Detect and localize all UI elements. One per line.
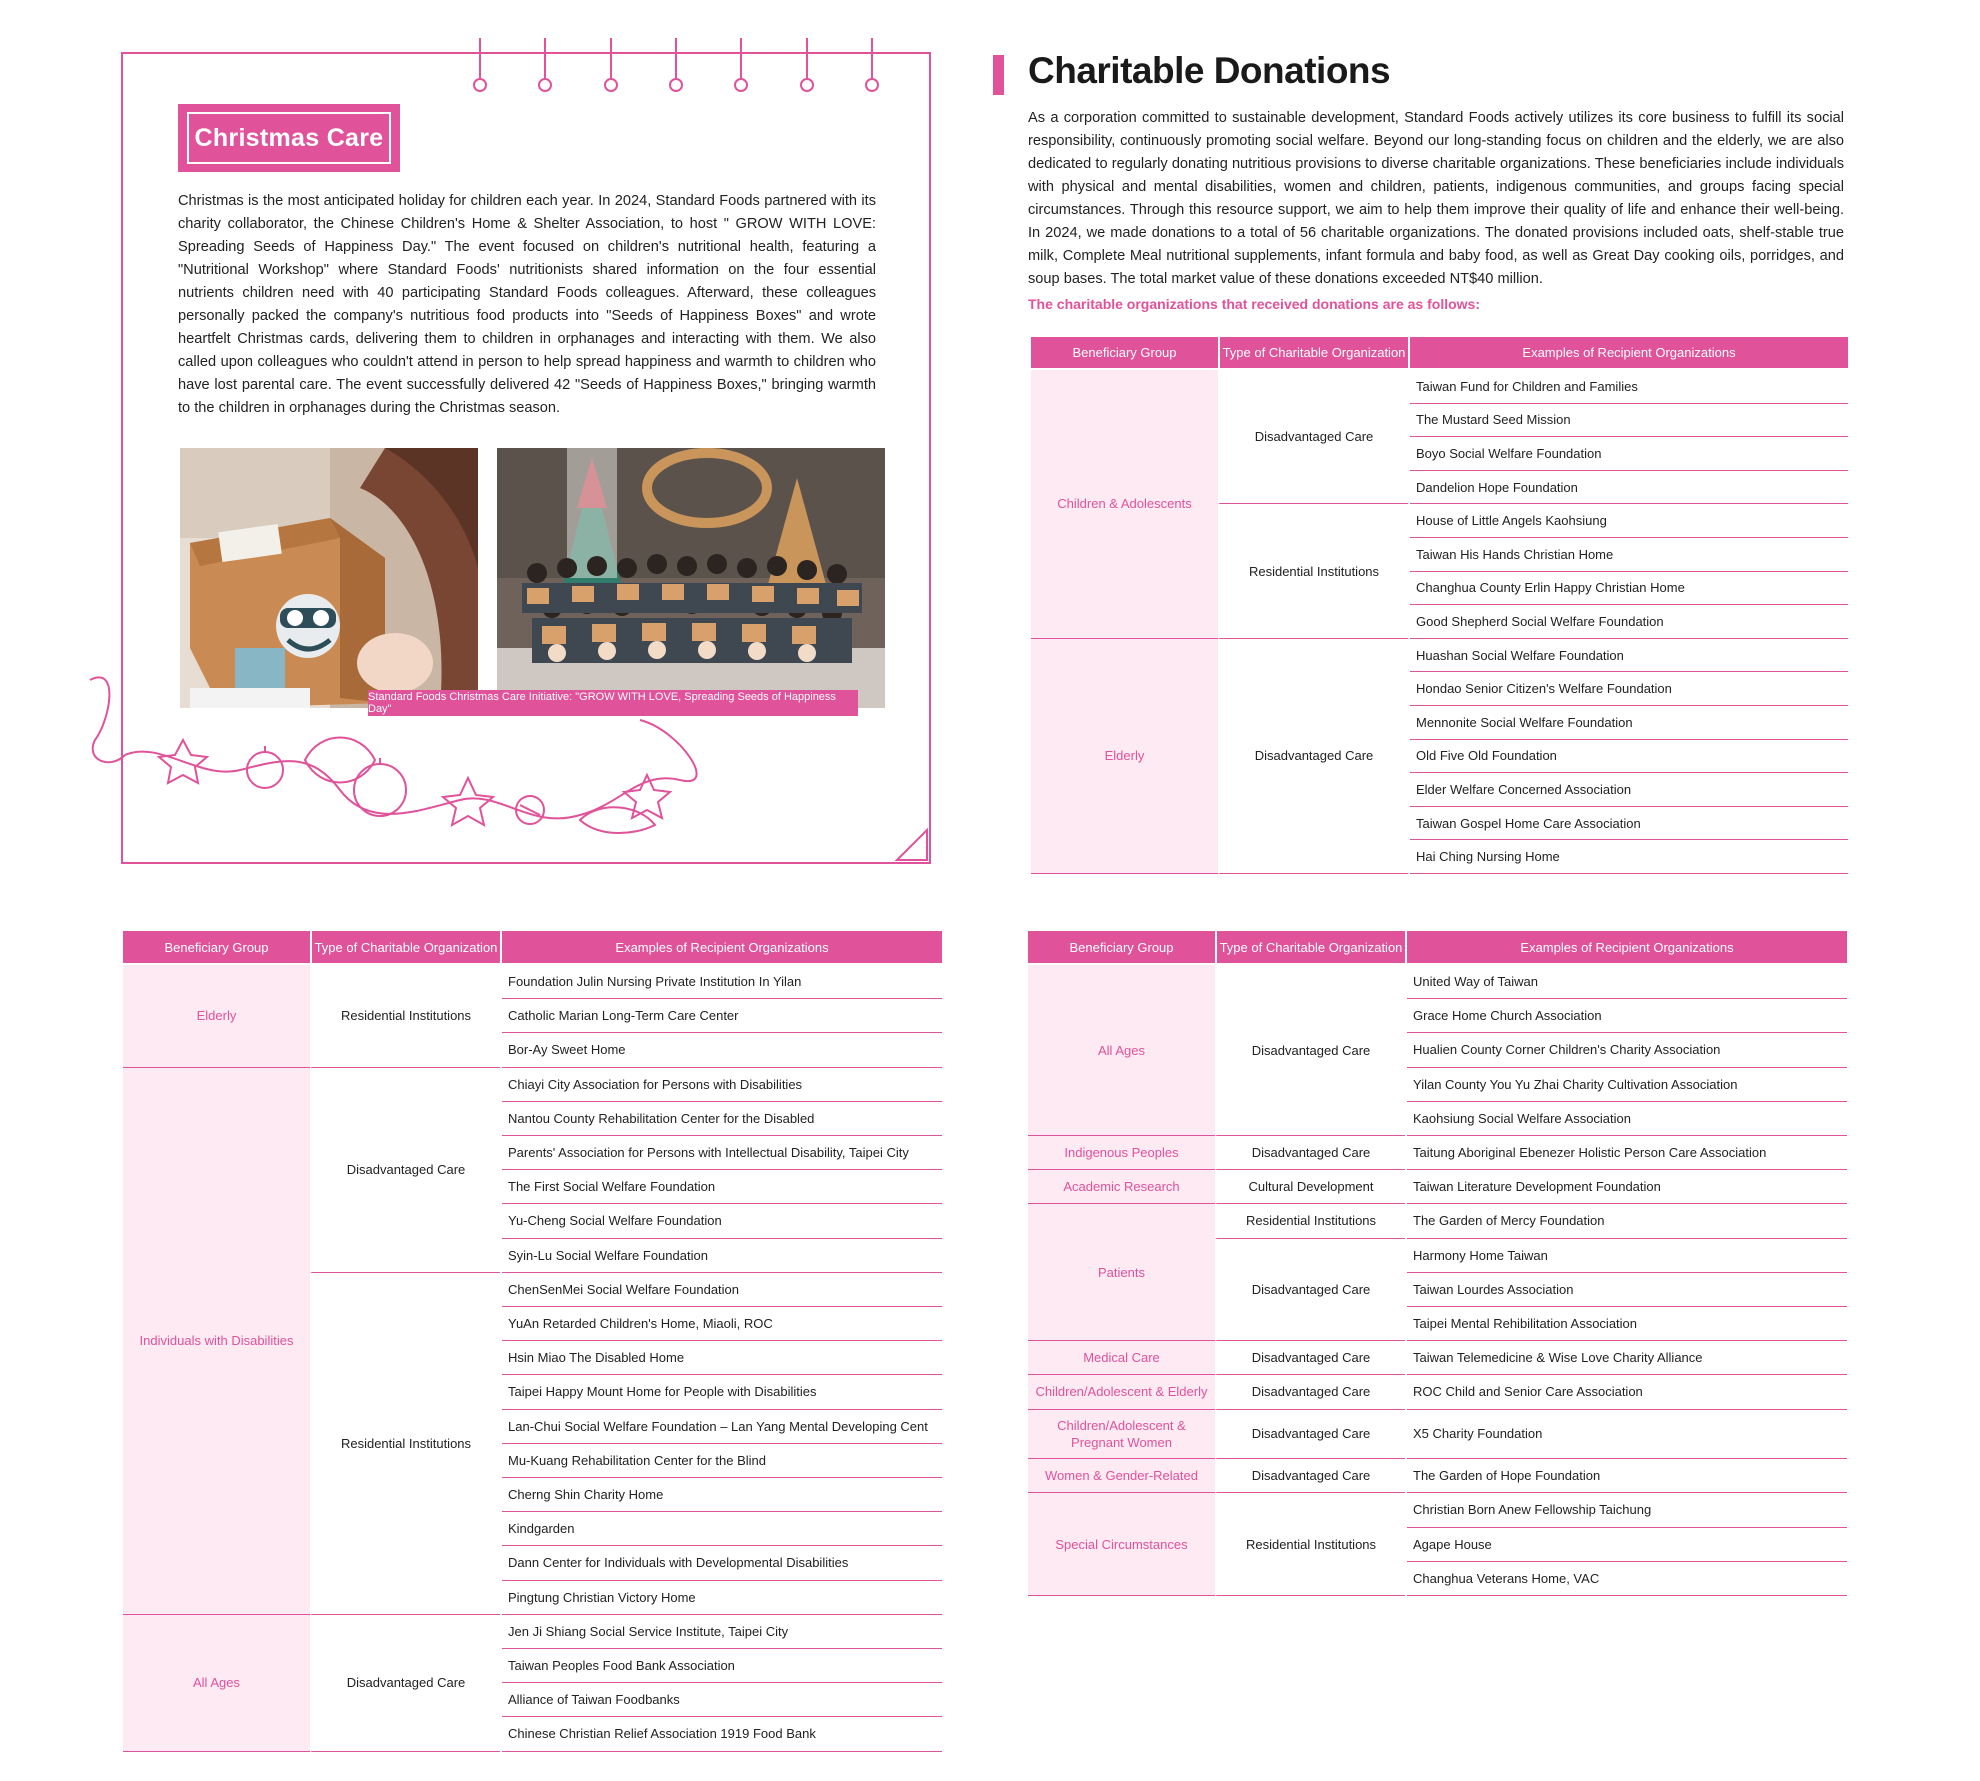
recipient-organization: Foundation Julin Nursing Private Institution In Yilan	[502, 965, 942, 999]
recipient-organization: YuAn Retarded Children's Home, Miaoli, ROC	[502, 1307, 942, 1341]
recipient-organization: Christian Born Anew Fellowship Taichung	[1407, 1493, 1847, 1527]
beneficiary-group: Individuals with Disabilities	[123, 1068, 310, 1615]
recipient-organization: Chiayi City Association for Persons with Disabilities	[502, 1068, 942, 1102]
table-header-organization-type: Type of Charitable Organization	[1220, 337, 1408, 368]
organization-type: Disadvantaged Care	[1218, 370, 1408, 504]
recipient-organization: Taiwan Gospel Home Care Association	[1410, 807, 1848, 841]
organization-type: Disadvantaged Care	[1215, 965, 1405, 1136]
christmas-care-body: Christmas is the most anticipated holiday for children each year. In 2024, Standard Foods partnered with its charity collaborator, the Chinese Children's Home & Shelter Association, to host " GROW WITH LOVE: Spreading Seeds of Happiness Day." The event focused on children's nutritional health, featuring a "Nutritional Workshop" where Standard Foods' nutritionists shared information on the four essential nutrients children need with 40 participating Standard Foods colleagues. Afterward, these colleagues personally packed the company's nutritious food products into "Seeds of Happiness Boxes" and wrote heartfelt Christmas cards, delivering them to children in orphanages and interacting with them. We also called upon colleagues who couldn't attend in person to help spread happiness and warmth to children who have lost parental care. The event successfully delivered 42 "Seeds of Happiness Boxes," bringing warmth to the children in orphanages during the Christmas season.	[178, 193, 876, 416]
recipient-organization: The Garden of Hope Foundation	[1407, 1459, 1847, 1493]
recipient-organization: House of Little Angels Kaohsiung	[1410, 504, 1848, 538]
organization-type: Disadvantaged Care	[310, 1615, 500, 1752]
beneficiary-group: Patients	[1028, 1204, 1215, 1341]
recipient-organization: Kindgarden	[502, 1512, 942, 1546]
recipient-organization: Hondao Senior Citizen's Welfare Foundation	[1410, 672, 1848, 706]
beneficiary-group: Indigenous Peoples	[1028, 1136, 1215, 1170]
recipient-organization: Taipei Mental Rehibilitation Association	[1407, 1307, 1847, 1341]
beneficiary-group: Children/Adolescent & Elderly	[1028, 1375, 1215, 1409]
beneficiary-group: Special Circumstances	[1028, 1493, 1215, 1596]
table-header-recipient-organizations: Examples of Recipient Organizations	[1410, 337, 1848, 368]
recipient-organization: Hualien County Corner Children's Charity Association	[1407, 1033, 1847, 1067]
recipient-organization: Taitung Aboriginal Ebenezer Holistic Person Care Association	[1407, 1136, 1847, 1170]
recipient-organization: Taiwan His Hands Christian Home	[1410, 538, 1848, 572]
notebook-rings-icon	[121, 38, 931, 98]
table-header-recipient-organizations: Examples of Recipient Organizations	[502, 931, 942, 963]
recipient-organization: Dandelion Hope Foundation	[1410, 471, 1848, 505]
beneficiary-group: All Ages	[1028, 965, 1215, 1136]
organization-type: Residential Institutions	[1215, 1493, 1405, 1596]
table-header-organization-type: Type of Charitable Organization	[312, 931, 500, 963]
recipient-organization: Cherng Shin Charity Home	[502, 1478, 942, 1512]
recipient-organization: Alliance of Taiwan Foodbanks	[502, 1683, 942, 1717]
recipient-organization: Taiwan Telemedicine & Wise Love Charity Alliance	[1407, 1341, 1847, 1375]
recipient-organization: Hai Ching Nursing Home	[1410, 840, 1848, 874]
table-header-organization-type: Type of Charitable Organization	[1217, 931, 1405, 963]
beneficiary-group: Academic Research	[1028, 1170, 1215, 1204]
beneficiary-group: Women & Gender-Related	[1028, 1459, 1215, 1493]
recipient-organization: Bor-Ay Sweet Home	[502, 1033, 942, 1067]
christmas-ornament-doodle-icon	[80, 660, 960, 870]
recipient-organization: Old Five Old Foundation	[1410, 740, 1848, 774]
recipient-organization: Yu-Cheng Social Welfare Foundation	[502, 1204, 942, 1238]
beneficiary-group: All Ages	[123, 1615, 310, 1752]
recipient-organization: Agape House	[1407, 1528, 1847, 1562]
beneficiary-group: Children/Adolescent & Pregnant Women	[1028, 1410, 1215, 1460]
recipient-organization: Changhua Veterans Home, VAC	[1407, 1562, 1847, 1596]
recipient-organization: Taiwan Peoples Food Bank Association	[502, 1649, 942, 1683]
beneficiary-group: Elderly	[123, 965, 310, 1068]
organization-type: Disadvantaged Care	[1215, 1136, 1405, 1170]
recipient-organization: Changhua County Erlin Happy Christian Home	[1410, 572, 1848, 606]
donations-intro: As a corporation committed to sustainable development, Standard Foods actively utilizes its core business to fulfill its social responsibility, continuously promoting social welfare. Beyond our long-standing focus on children and the elderly, we are also dedicated to regularly donating nutritious provisions to diverse charitable organizations. These beneficiaries include individuals with physical and mental disabilities, women and children, patients, indigenous communities, and groups facing special circumstances. Through this resource support, we aim to help them improve their quality of life and enhance their well-being. In 2024, we made donations to a total of 56 charitable organizations. The donated provisions included oats, shelf-stable true milk, Complete Meal nutritional supplements, infant formula and baby food, as well as Great Day cooking oils, porridges, and soup bases. The total market value of these donations exceeded NT$40 million.	[1028, 110, 1844, 287]
recipient-organization: X5 Charity Foundation	[1407, 1410, 1847, 1460]
organization-type: Disadvantaged Care	[1215, 1341, 1405, 1375]
recipient-organization: Catholic Marian Long-Term Care Center	[502, 999, 942, 1033]
beneficiary-group: Children & Adolescents	[1031, 370, 1218, 639]
christmas-care-title: Christmas Care	[187, 112, 391, 164]
beneficiary-group: Medical Care	[1028, 1341, 1215, 1375]
organization-type: Residential Institutions	[1215, 1204, 1405, 1238]
recipient-organization: Elder Welfare Concerned Association	[1410, 773, 1848, 807]
recipient-organization: Taipei Happy Mount Home for People with Disabilities	[502, 1375, 942, 1409]
photo-caption: Standard Foods Christmas Care Initiative: "GROW WITH LOVE, Spreading Seeds of Happiness Day"	[368, 690, 858, 716]
organization-type: Disadvantaged Care	[1215, 1459, 1405, 1493]
recipient-organization: Mu-Kuang Rehabilitation Center for the Blind	[502, 1444, 942, 1478]
table-header-beneficiary-group: Beneficiary Group	[123, 931, 310, 963]
recipient-organization: Lan-Chui Social Welfare Foundation – Lan Yang Mental Developing Cent	[502, 1410, 942, 1444]
table-header-beneficiary-group: Beneficiary Group	[1028, 931, 1215, 963]
recipient-organization: Kaohsiung Social Welfare Association	[1407, 1102, 1847, 1136]
recipient-organization: The Mustard Seed Mission	[1410, 404, 1848, 438]
organization-type: Disadvantaged Care	[1215, 1239, 1405, 1342]
recipient-organization: ChenSenMei Social Welfare Foundation	[502, 1273, 942, 1307]
recipient-organization: Hsin Miao The Disabled Home	[502, 1341, 942, 1375]
recipient-organization: ROC Child and Senior Care Association	[1407, 1375, 1847, 1409]
organization-type: Residential Institutions	[1218, 504, 1408, 638]
table-header-recipient-organizations: Examples of Recipient Organizations	[1407, 931, 1847, 963]
recipient-organization: Pingtung Christian Victory Home	[502, 1581, 942, 1615]
recipient-organization: Good Shepherd Social Welfare Foundation	[1410, 605, 1848, 639]
donations-title: Charitable Donations	[1028, 50, 1391, 91]
christmas-care-badge	[178, 104, 400, 172]
organization-type: Disadvantaged Care	[1218, 639, 1408, 874]
recipient-organization: Harmony Home Taiwan	[1407, 1239, 1847, 1273]
recipient-organization: Boyo Social Welfare Foundation	[1410, 437, 1848, 471]
recipient-organization: Yilan County You Yu Zhai Charity Cultivation Association	[1407, 1068, 1847, 1102]
recipient-organization: Taiwan Fund for Children and Families	[1410, 370, 1848, 404]
heading-accent-bar	[993, 55, 1004, 95]
organization-type: Residential Institutions	[310, 965, 500, 1068]
recipient-organization: Huashan Social Welfare Foundation	[1410, 639, 1848, 673]
organization-type: Residential Institutions	[310, 1273, 500, 1615]
organization-type: Cultural Development	[1215, 1170, 1405, 1204]
recipient-organization: Parents' Association for Persons with Intellectual Disability, Taipei City	[502, 1136, 942, 1170]
recipient-organization: Taiwan Literature Development Foundation	[1407, 1170, 1847, 1204]
recipient-organization: United Way of Taiwan	[1407, 965, 1847, 999]
organization-type: Disadvantaged Care	[1215, 1410, 1405, 1460]
beneficiary-group: Elderly	[1031, 639, 1218, 874]
recipient-organization: Jen Ji Shiang Social Service Institute, Taipei City	[502, 1615, 942, 1649]
organization-type: Disadvantaged Care	[1215, 1375, 1405, 1409]
recipient-organization: Nantou County Rehabilitation Center for the Disabled	[502, 1102, 942, 1136]
recipient-organization: Dann Center for Individuals with Developmental Disabilities	[502, 1546, 942, 1580]
recipient-organization: The First Social Welfare Foundation	[502, 1170, 942, 1204]
recipient-organization: Mennonite Social Welfare Foundation	[1410, 706, 1848, 740]
recipient-organization: Taiwan Lourdes Association	[1407, 1273, 1847, 1307]
donations-subtitle: The charitable organizations that received donations are as follows:	[1028, 296, 1480, 312]
organization-type: Disadvantaged Care	[310, 1068, 500, 1273]
recipient-organization: Grace Home Church Association	[1407, 999, 1847, 1033]
recipient-organization: Chinese Christian Relief Association 1919 Food Bank	[502, 1717, 942, 1751]
recipient-organization: Syin-Lu Social Welfare Foundation	[502, 1239, 942, 1273]
recipient-organization: The Garden of Mercy Foundation	[1407, 1204, 1847, 1238]
table-header-beneficiary-group: Beneficiary Group	[1031, 337, 1218, 368]
